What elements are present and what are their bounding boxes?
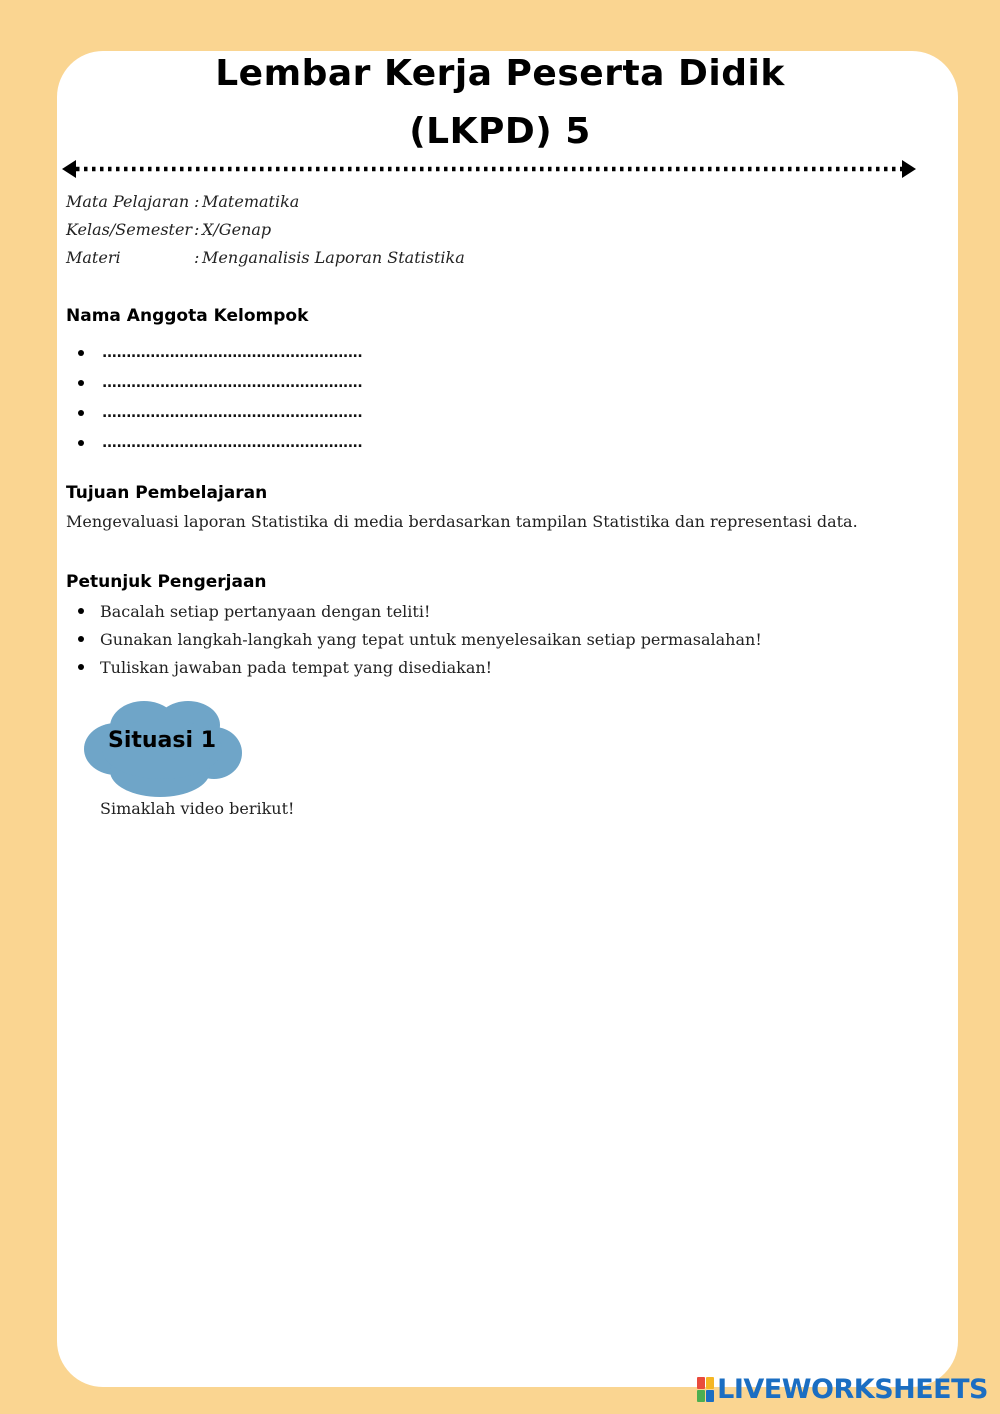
member-blank-dots: ...................................................... — [102, 375, 363, 391]
bullet-icon — [78, 440, 84, 446]
meta-row-class — [66, 216, 465, 244]
meta-row-subject — [66, 188, 465, 216]
instruction-text: Bacalah setiap pertanyaan dengan teliti! — [100, 601, 431, 621]
instructions-list — [78, 597, 762, 681]
meta-colon: : — [194, 220, 200, 239]
member-blank[interactable] — [78, 428, 362, 458]
member-blank-dots: ...................................................... — [102, 345, 363, 361]
member-blank[interactable] — [78, 368, 362, 398]
member-blank[interactable] — [78, 338, 362, 368]
liveworksheets-wordmark: LIVEWORKSHEETS — [717, 1374, 988, 1405]
objective-heading: Tujuan Pembelajaran — [66, 483, 268, 503]
members-heading: Nama Anggota Kelompok — [66, 306, 309, 326]
instructions-heading: Petunjuk Pengerjaan — [66, 572, 267, 592]
liveworksheets-logo-icon — [697, 1377, 714, 1402]
meta-colon: : — [194, 248, 200, 267]
instruction-text: Gunakan langkah-langkah yang tepat untuk menyelesaikan setiap permasalahan! — [100, 629, 762, 649]
meta-row-material — [66, 244, 465, 272]
instruction-item — [78, 653, 762, 681]
member-blank[interactable] — [78, 398, 362, 428]
instruction-item — [78, 625, 762, 653]
instruction-item — [78, 597, 762, 625]
instruction-text: Tuliskan jawaban pada tempat yang disediakan! — [100, 657, 493, 677]
title-line-1: Lembar Kerja Peserta Didik — [215, 53, 785, 94]
bullet-icon — [78, 380, 84, 386]
title-line-2: (LKPD) 5 — [409, 111, 591, 152]
meta-label: Materi — [66, 248, 121, 267]
member-blank-dots: ...................................................... — [102, 405, 363, 421]
meta-colon: : — [194, 192, 200, 211]
meta-value: Menganalisis Laporan Statistika — [202, 248, 465, 267]
member-list — [78, 338, 362, 458]
page-title — [0, 45, 1000, 161]
bullet-icon — [78, 636, 84, 642]
situation-text: Simaklah video berikut! — [100, 799, 295, 818]
meta-label: Mata Pelajaran — [66, 192, 190, 211]
liveworksheets-logo — [697, 1374, 988, 1405]
bullet-icon — [78, 410, 84, 416]
meta-value: Matematika — [202, 192, 300, 211]
bullet-icon — [78, 664, 84, 670]
bullet-icon — [78, 350, 84, 356]
meta-label: Kelas/Semester — [66, 220, 193, 239]
subject-info — [66, 188, 465, 272]
objective-text: Mengevaluasi laporan Statistika di media berdasarkan tampilan Statistika dan representasi data. — [66, 512, 858, 531]
double-arrow-divider — [62, 156, 918, 182]
bullet-icon — [78, 608, 84, 614]
meta-value: X/Genap — [202, 220, 272, 239]
situation-label: Situasi 1 — [107, 728, 216, 753]
member-blank-dots: ...................................................... — [102, 435, 363, 451]
